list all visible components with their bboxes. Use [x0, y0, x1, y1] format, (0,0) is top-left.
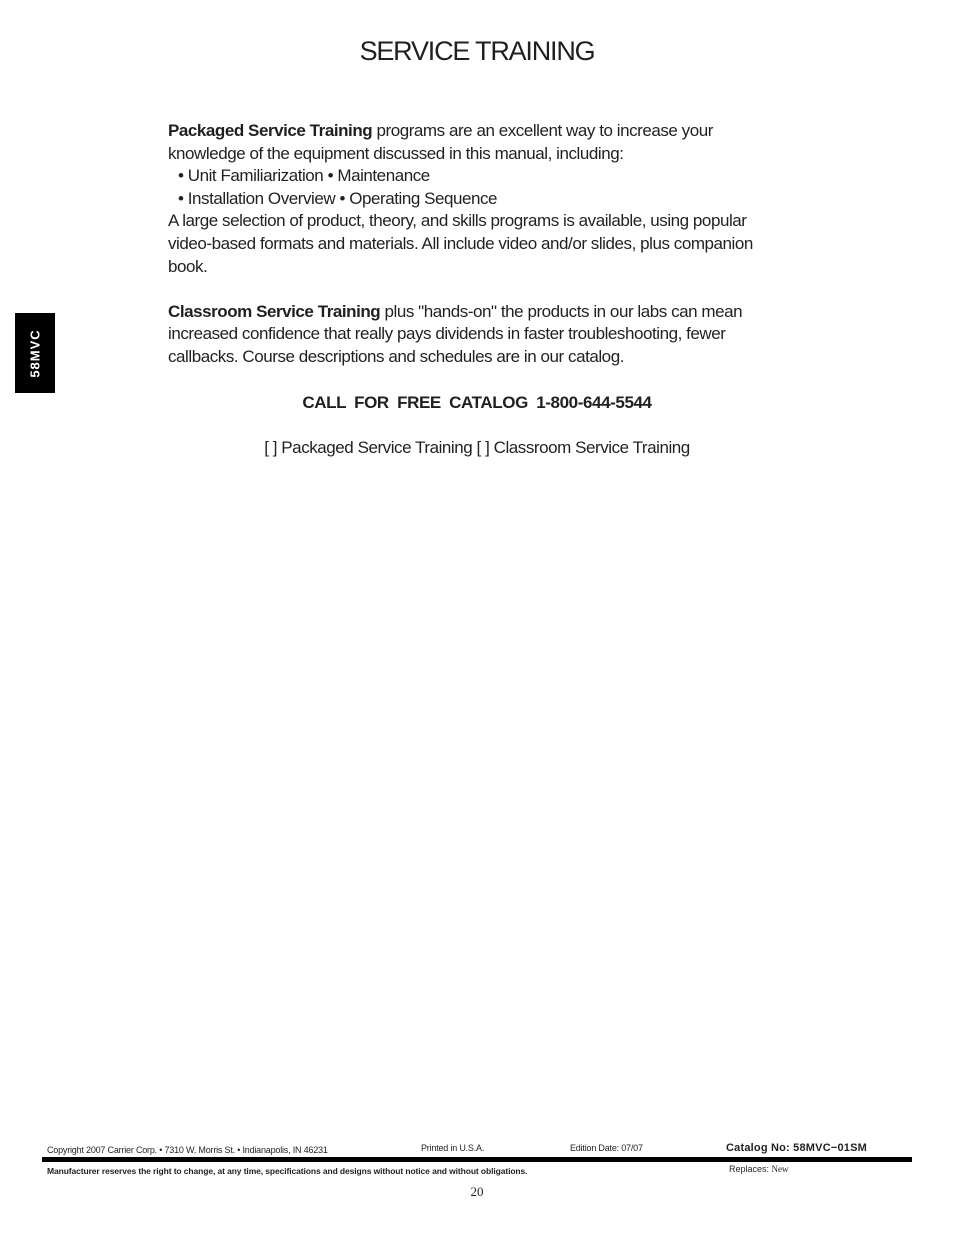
side-tab-label: 58MVC [27, 328, 43, 378]
packaged-body-line2: video-based formats and materials. All include video and/or slides, plus companion [168, 233, 753, 253]
footer-disclaimer: Manufacturer reserves the right to change, at any time, specifications and designs without notice and without obligations. [47, 1166, 528, 1176]
classroom-line1 [168, 301, 808, 324]
footer-copyright: Copyright 2007 Carrier Corp. • 7310 W. Morris St. • Indianapolis, IN 46231 [47, 1145, 328, 1155]
catalog-phone-callout: CALL FOR FREE CATALOG 1-800-644-5544 [302, 393, 652, 412]
paragraph-gap [168, 278, 808, 301]
page-number: 20 [470, 1184, 484, 1199]
packaged-body-line1: A large selection of product, theory, and skills programs is available, using popular [168, 211, 747, 231]
classroom-line1-rest: plus "hands-on" the products in our labs can mean [380, 301, 743, 321]
footer-replaces [729, 1164, 789, 1174]
classroom-heading: Classroom Service Training [168, 301, 381, 321]
training-checkbox-line: [ ] Packaged Service Training [ ] Classroom Service Training [264, 438, 690, 457]
bullet-line-1: • Unit Familiarization • Maintenance [178, 166, 430, 186]
packaged-intro-line1 [168, 120, 808, 143]
packaged-heading: Packaged Service Training [168, 121, 373, 140]
footer-edition-date: Edition Date: 07/07 [570, 1143, 643, 1153]
page-title: SERVICE TRAINING [359, 36, 595, 66]
footer-divider [42, 1157, 912, 1162]
packaged-body-line3: book. [168, 256, 208, 276]
packaged-intro-line2: knowledge of the equipment discussed in this manual, including: [168, 143, 624, 163]
replaces-label: Replaces: [729, 1164, 772, 1174]
classroom-line3: callbacks. Course descriptions and schedules are in our catalog. [168, 346, 624, 366]
footer-catalog-number: Catalog No: 58MVC−01SM [726, 1142, 868, 1154]
footer-printed: Printed in U.S.A. [421, 1143, 485, 1153]
replaces-value: New [771, 1164, 789, 1174]
classroom-line2: increased confidence that really pays dividends in faster troubleshooting, fewer [168, 324, 726, 344]
bullet-line-2: • Installation Overview • Operating Sequence [178, 188, 498, 208]
packaged-intro-rest: programs are an excellent way to increase your [372, 121, 713, 140]
section-side-tab [15, 313, 55, 393]
main-content [168, 120, 808, 369]
